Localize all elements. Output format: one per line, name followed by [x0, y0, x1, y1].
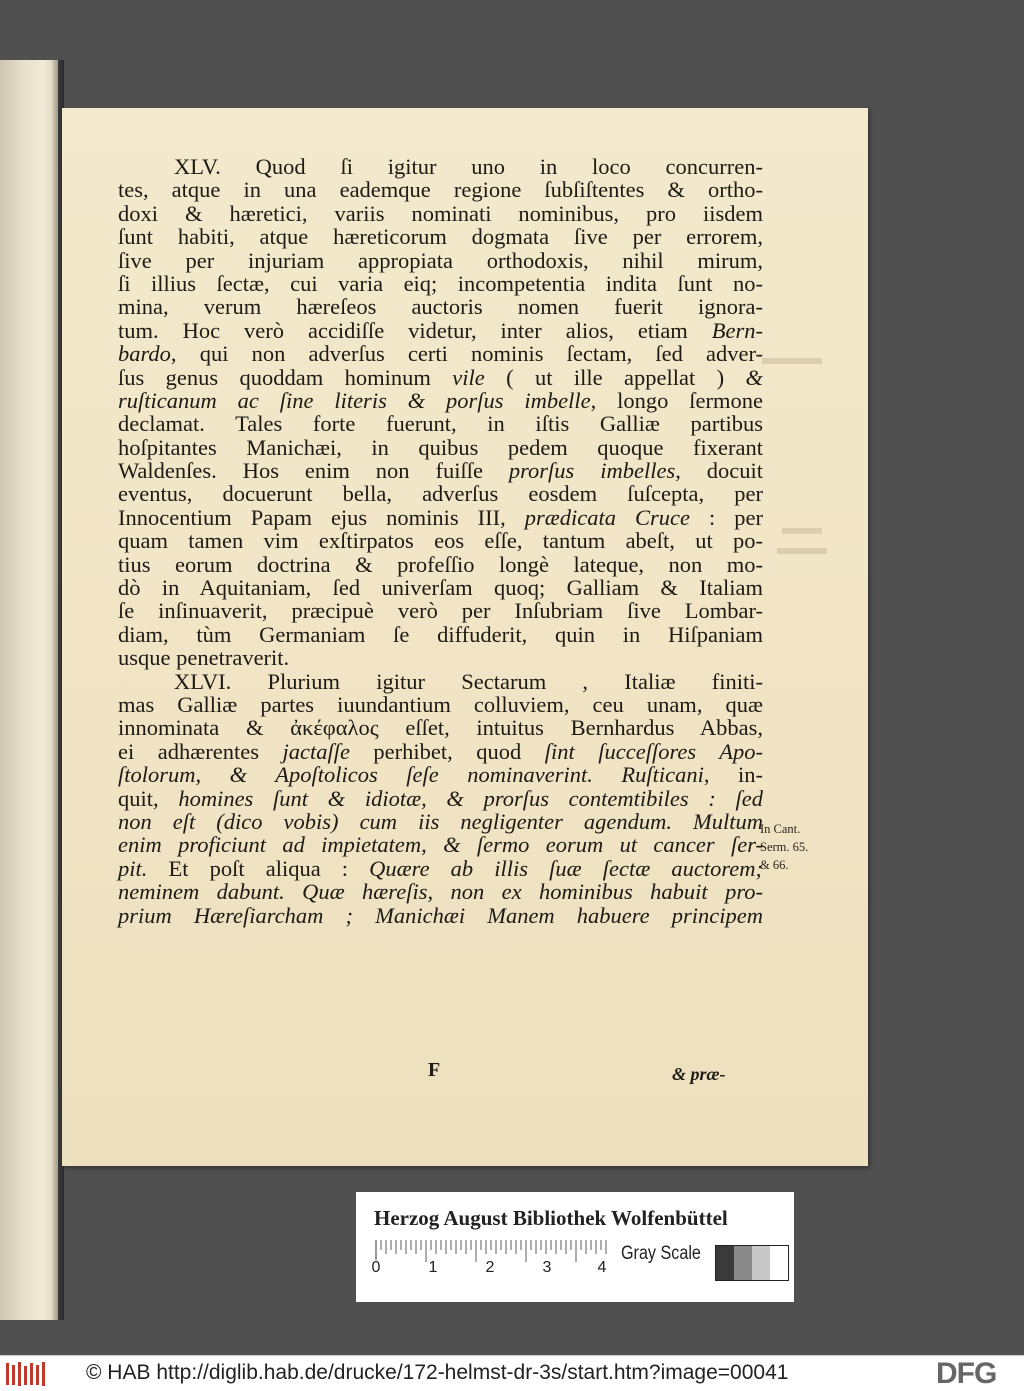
text-span: ſunt habiti, atque hæreticorum dogmata ſive per errorem,	[118, 224, 763, 250]
source-url[interactable]: © HAB http://diglib.hab.de/drucke/172-helmst-dr-3s/start.htm?image=00041	[86, 1361, 789, 1384]
text-span: XLVI. Plurium igitur Sectarum , Italiæ finiti-	[174, 668, 763, 694]
ruler-number: 1	[428, 1259, 438, 1276]
text-span: mas Galliæ partes iuundantium colluviem, ceu unam, quæ	[118, 691, 763, 717]
text-line	[118, 623, 763, 646]
italic-span: ruſticanum ac ſine literis & porſus imbelle	[118, 387, 591, 413]
swatch-white	[770, 1246, 788, 1280]
italic-span: neminem dabunt. Quæ hæreſis, non ex hominibus habuit pro-	[118, 879, 763, 905]
italic-span: Quære ab illis ſuæ ſectæ auctorem;	[369, 855, 763, 881]
text-span: ( ut ille appellat )	[484, 364, 746, 390]
swatch-mid	[734, 1246, 752, 1280]
text-line	[118, 225, 763, 248]
text-span: mina, verum hæreſeos auctoris nomen fuerit ignora-	[118, 294, 763, 320]
text-span: quam tamen vim exſtirpatos eos eſſe, tantum abeſt, ut po-	[118, 528, 763, 554]
text-span: , docuit	[675, 458, 763, 484]
signature-mark: F	[428, 1059, 441, 1081]
text-line	[118, 178, 763, 201]
text-span: ſe inſinuaverit, præcipuè verò per Inſubriam ſive Lombar-	[118, 598, 763, 624]
text-span: dò in Aquitaniam, ſed univerſam quoq; Galliam & Italiam	[118, 575, 763, 601]
show-through	[777, 548, 827, 554]
text-line	[118, 904, 763, 927]
text-line	[118, 646, 763, 669]
show-through	[782, 528, 822, 534]
adjacent-page-edge	[0, 60, 58, 1320]
margin-note-line: In Cant.	[760, 822, 801, 836]
text-span: usque penetraverit.	[118, 645, 290, 671]
text-line	[118, 249, 763, 272]
text-span: , longo ſermone	[590, 387, 763, 413]
italic-span: prorſus imbelles	[508, 458, 676, 484]
text-span: , qui non adverſus certi nominis ſectam, ſed adver-	[170, 341, 763, 367]
text-line	[118, 155, 763, 178]
text-line	[118, 833, 763, 856]
text-span: ſi illius ſectæ, cui varia eiq; incompetentia indita ſunt no-	[118, 270, 763, 296]
text-span: : per	[690, 504, 763, 530]
gray-scale-label: Gray Scale	[621, 1243, 701, 1264]
text-line	[118, 599, 763, 622]
page-body-text	[118, 155, 763, 927]
text-span: quit,	[118, 785, 179, 811]
text-line	[118, 366, 763, 389]
text-line	[118, 716, 763, 739]
italic-span: &	[745, 364, 763, 390]
text-span: ei adhærentes	[118, 738, 283, 764]
text-line	[118, 459, 763, 482]
italic-span: pit.	[118, 855, 148, 881]
text-span: tum. Hoc verò accidiſſe videtur, inter alios, etiam	[118, 317, 712, 343]
text-span: declamat. Tales forte fuerunt, in iſtis Galliæ partibus	[118, 411, 763, 437]
text-line	[118, 342, 763, 365]
text-span: ſus genus quoddam hominum	[118, 364, 453, 390]
text-line	[118, 436, 763, 459]
ruler-number: 3	[542, 1259, 552, 1276]
ruler-number: 4	[597, 1259, 607, 1276]
scale-ruler	[371, 1238, 608, 1276]
library-name: Herzog August Bibliothek Wolfenbüttel	[374, 1206, 728, 1230]
text-span: doxi & hæretici, variis nominati nominibus, pro iisdem	[118, 200, 763, 226]
text-line	[118, 670, 763, 693]
italic-span: homines ſunt & idiotæ, & prorſus contemtibiles : ſed	[178, 785, 763, 811]
dfg-logo: DFG	[936, 1357, 997, 1390]
text-span: eventus, docuerunt bella, adverſus eosdem ſuſcepta, per	[118, 481, 763, 507]
italic-span: jactaſſe	[282, 738, 350, 764]
text-line	[118, 319, 763, 342]
text-span: tius eorum doctrina & profeſſio longè lateque, non mo-	[118, 551, 763, 577]
calibration-card	[356, 1192, 794, 1302]
italic-span: prædicata Cruce	[524, 504, 691, 530]
text-line	[118, 740, 763, 763]
text-span: diam, tùm Germaniam ſe diffuderit, quin in Hiſpaniam	[118, 621, 763, 647]
text-span: hoſpitantes Manichæi, in quibus pedem quoque fixerant	[118, 434, 763, 460]
text-span: innominata & ἀκέφαλος eſſet, intuitus Bernhardus Abbas,	[118, 715, 763, 741]
ruler-number: 0	[371, 1259, 381, 1276]
text-span: Innocentium Papam ejus nominis III,	[118, 504, 525, 530]
text-line	[118, 880, 763, 903]
text-line	[118, 389, 763, 412]
text-line	[118, 202, 763, 225]
text-line	[118, 529, 763, 552]
text-span: Waldenſes. Hos enim non fuiſſe	[118, 458, 509, 484]
italic-span: vile	[452, 364, 485, 390]
hab-logo-icon	[6, 1361, 48, 1387]
text-span: XLV. Quod ſi igitur uno in loco concurren-	[174, 154, 763, 179]
text-span: tes, atque in una eademque regione ſubſiſtentes & ortho-	[118, 177, 763, 203]
text-line	[118, 810, 763, 833]
text-line	[118, 857, 763, 880]
text-line	[118, 412, 763, 435]
margin-note-line: & 66.	[760, 858, 789, 872]
text-line	[118, 506, 763, 529]
viewer-footer	[0, 1355, 1024, 1391]
italic-span: ſint ſucceſſores Apo-	[544, 738, 763, 764]
text-span: ſive per injuriam appropiata orthodoxis, nihil mirum,	[118, 247, 763, 273]
text-line	[118, 553, 763, 576]
catchword: & præ-	[672, 1064, 726, 1084]
italic-span: bardo	[118, 341, 171, 367]
text-span: Et poſt aliqua :	[147, 855, 370, 881]
text-line	[118, 482, 763, 505]
text-line	[118, 693, 763, 716]
margin-note-line: Serm. 65.	[760, 840, 809, 854]
text-line	[118, 576, 763, 599]
italic-span: ſtolorum, & Apoſtolicos ſeſe nominaverint. Ruſticani	[118, 762, 704, 788]
gray-scale-swatch	[715, 1245, 789, 1281]
swatch-light	[752, 1246, 770, 1280]
text-span: , in-	[703, 762, 763, 788]
italic-span: non eſt (dico vobis) cum iis negligenter agendum. Multum	[118, 808, 763, 834]
show-through	[762, 358, 822, 364]
italic-span: enim proficiunt ad impietatem, & ſermo eorum ut cancer ſer-	[118, 832, 763, 858]
margin-note	[760, 820, 850, 874]
text-line	[118, 295, 763, 318]
text-line	[118, 763, 763, 786]
ruler-number: 2	[485, 1259, 495, 1276]
italic-span: Bern-	[711, 317, 763, 343]
italic-span: prium Hæreſiarcham ; Manichæi Manem habuere principem	[118, 902, 763, 928]
text-span: perhibet, quod	[349, 738, 545, 764]
text-line	[118, 272, 763, 295]
text-line	[118, 787, 763, 810]
swatch-dark	[716, 1246, 734, 1280]
